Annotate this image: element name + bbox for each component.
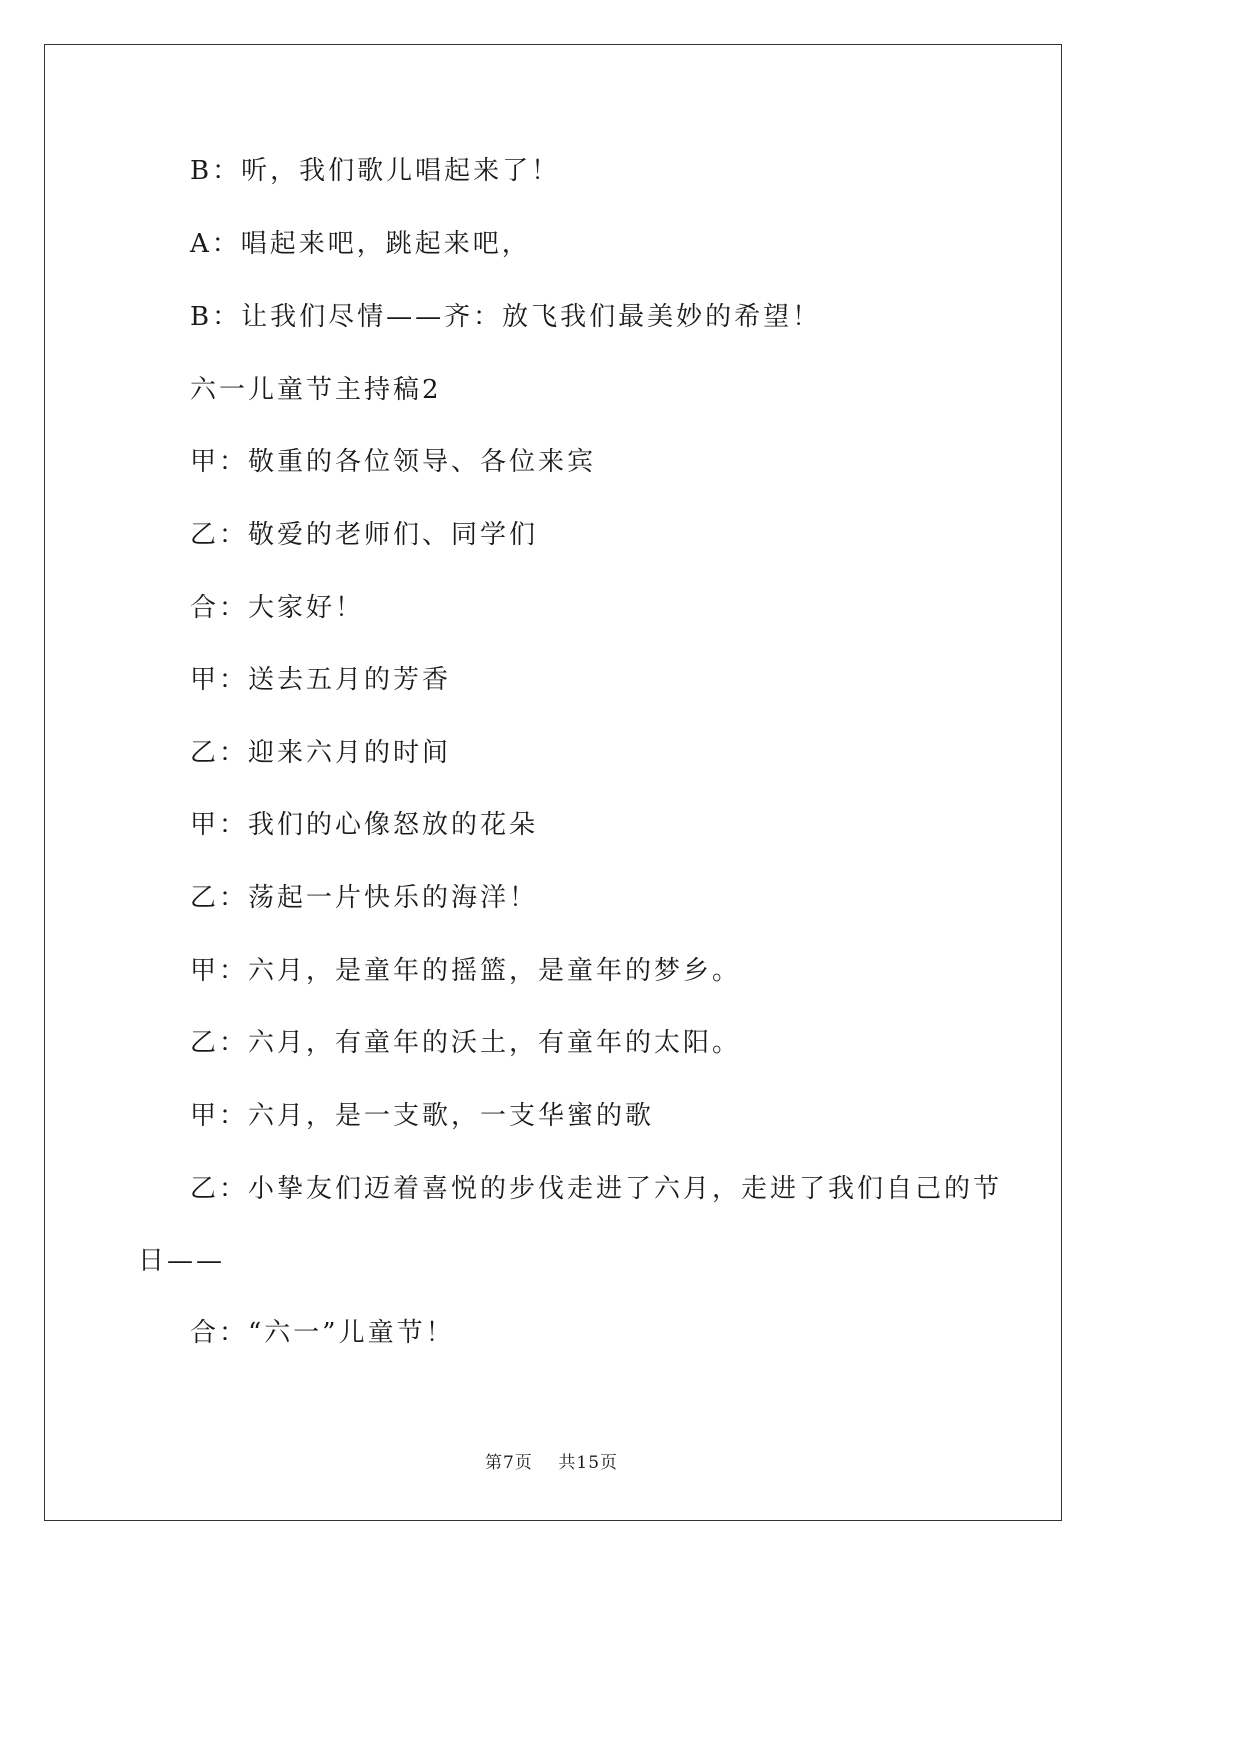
dialogue-line-13: 甲：六月，是一支歌，一支华蜜的歌 xyxy=(190,1101,655,1131)
dialogue-line-6: 合：大家好！ xyxy=(190,593,365,623)
dialogue-line-12: 乙：六月，有童年的沃土，有童年的太阳。 xyxy=(190,1028,742,1058)
dialogue-line-9: 甲：我们的心像怒放的花朵 xyxy=(190,810,539,840)
dialogue-line-1: B：听，我们歌儿唱起来了！ xyxy=(190,156,561,186)
section-heading: 六一儿童节主持稿2 xyxy=(190,375,442,405)
dialogue-line-3: B：让我们尽情——齐：放飞我们最美妙的希望！ xyxy=(190,302,822,332)
dialogue-line-14-continued: 日—— xyxy=(138,1246,226,1276)
page-number: 第7页 xyxy=(484,1453,533,1473)
dialogue-line-2: A：唱起来吧，跳起来吧， xyxy=(190,229,531,259)
dialogue-line-15: 合：“六一”儿童节！ xyxy=(190,1318,455,1348)
dialogue-line-7: 甲：送去五月的芳香 xyxy=(190,665,452,695)
page-total: 共15页 xyxy=(558,1453,619,1473)
dialogue-line-8: 乙：迎来六月的时间 xyxy=(190,738,452,768)
dialogue-line-4: 甲：敬重的各位领导、各位来宾 xyxy=(190,447,597,477)
page-footer xyxy=(0,1452,1103,1474)
dialogue-line-10: 乙：荡起一片快乐的海洋！ xyxy=(190,883,539,913)
page-border xyxy=(44,44,1062,1521)
dialogue-line-11: 甲：六月，是童年的摇篮，是童年的梦乡。 xyxy=(190,956,742,986)
dialogue-line-14: 乙：小挚友们迈着喜悦的步伐走进了六月，走进了我们自己的节 xyxy=(190,1174,1003,1204)
dialogue-line-5: 乙：敬爱的老师们、同学们 xyxy=(190,520,539,550)
